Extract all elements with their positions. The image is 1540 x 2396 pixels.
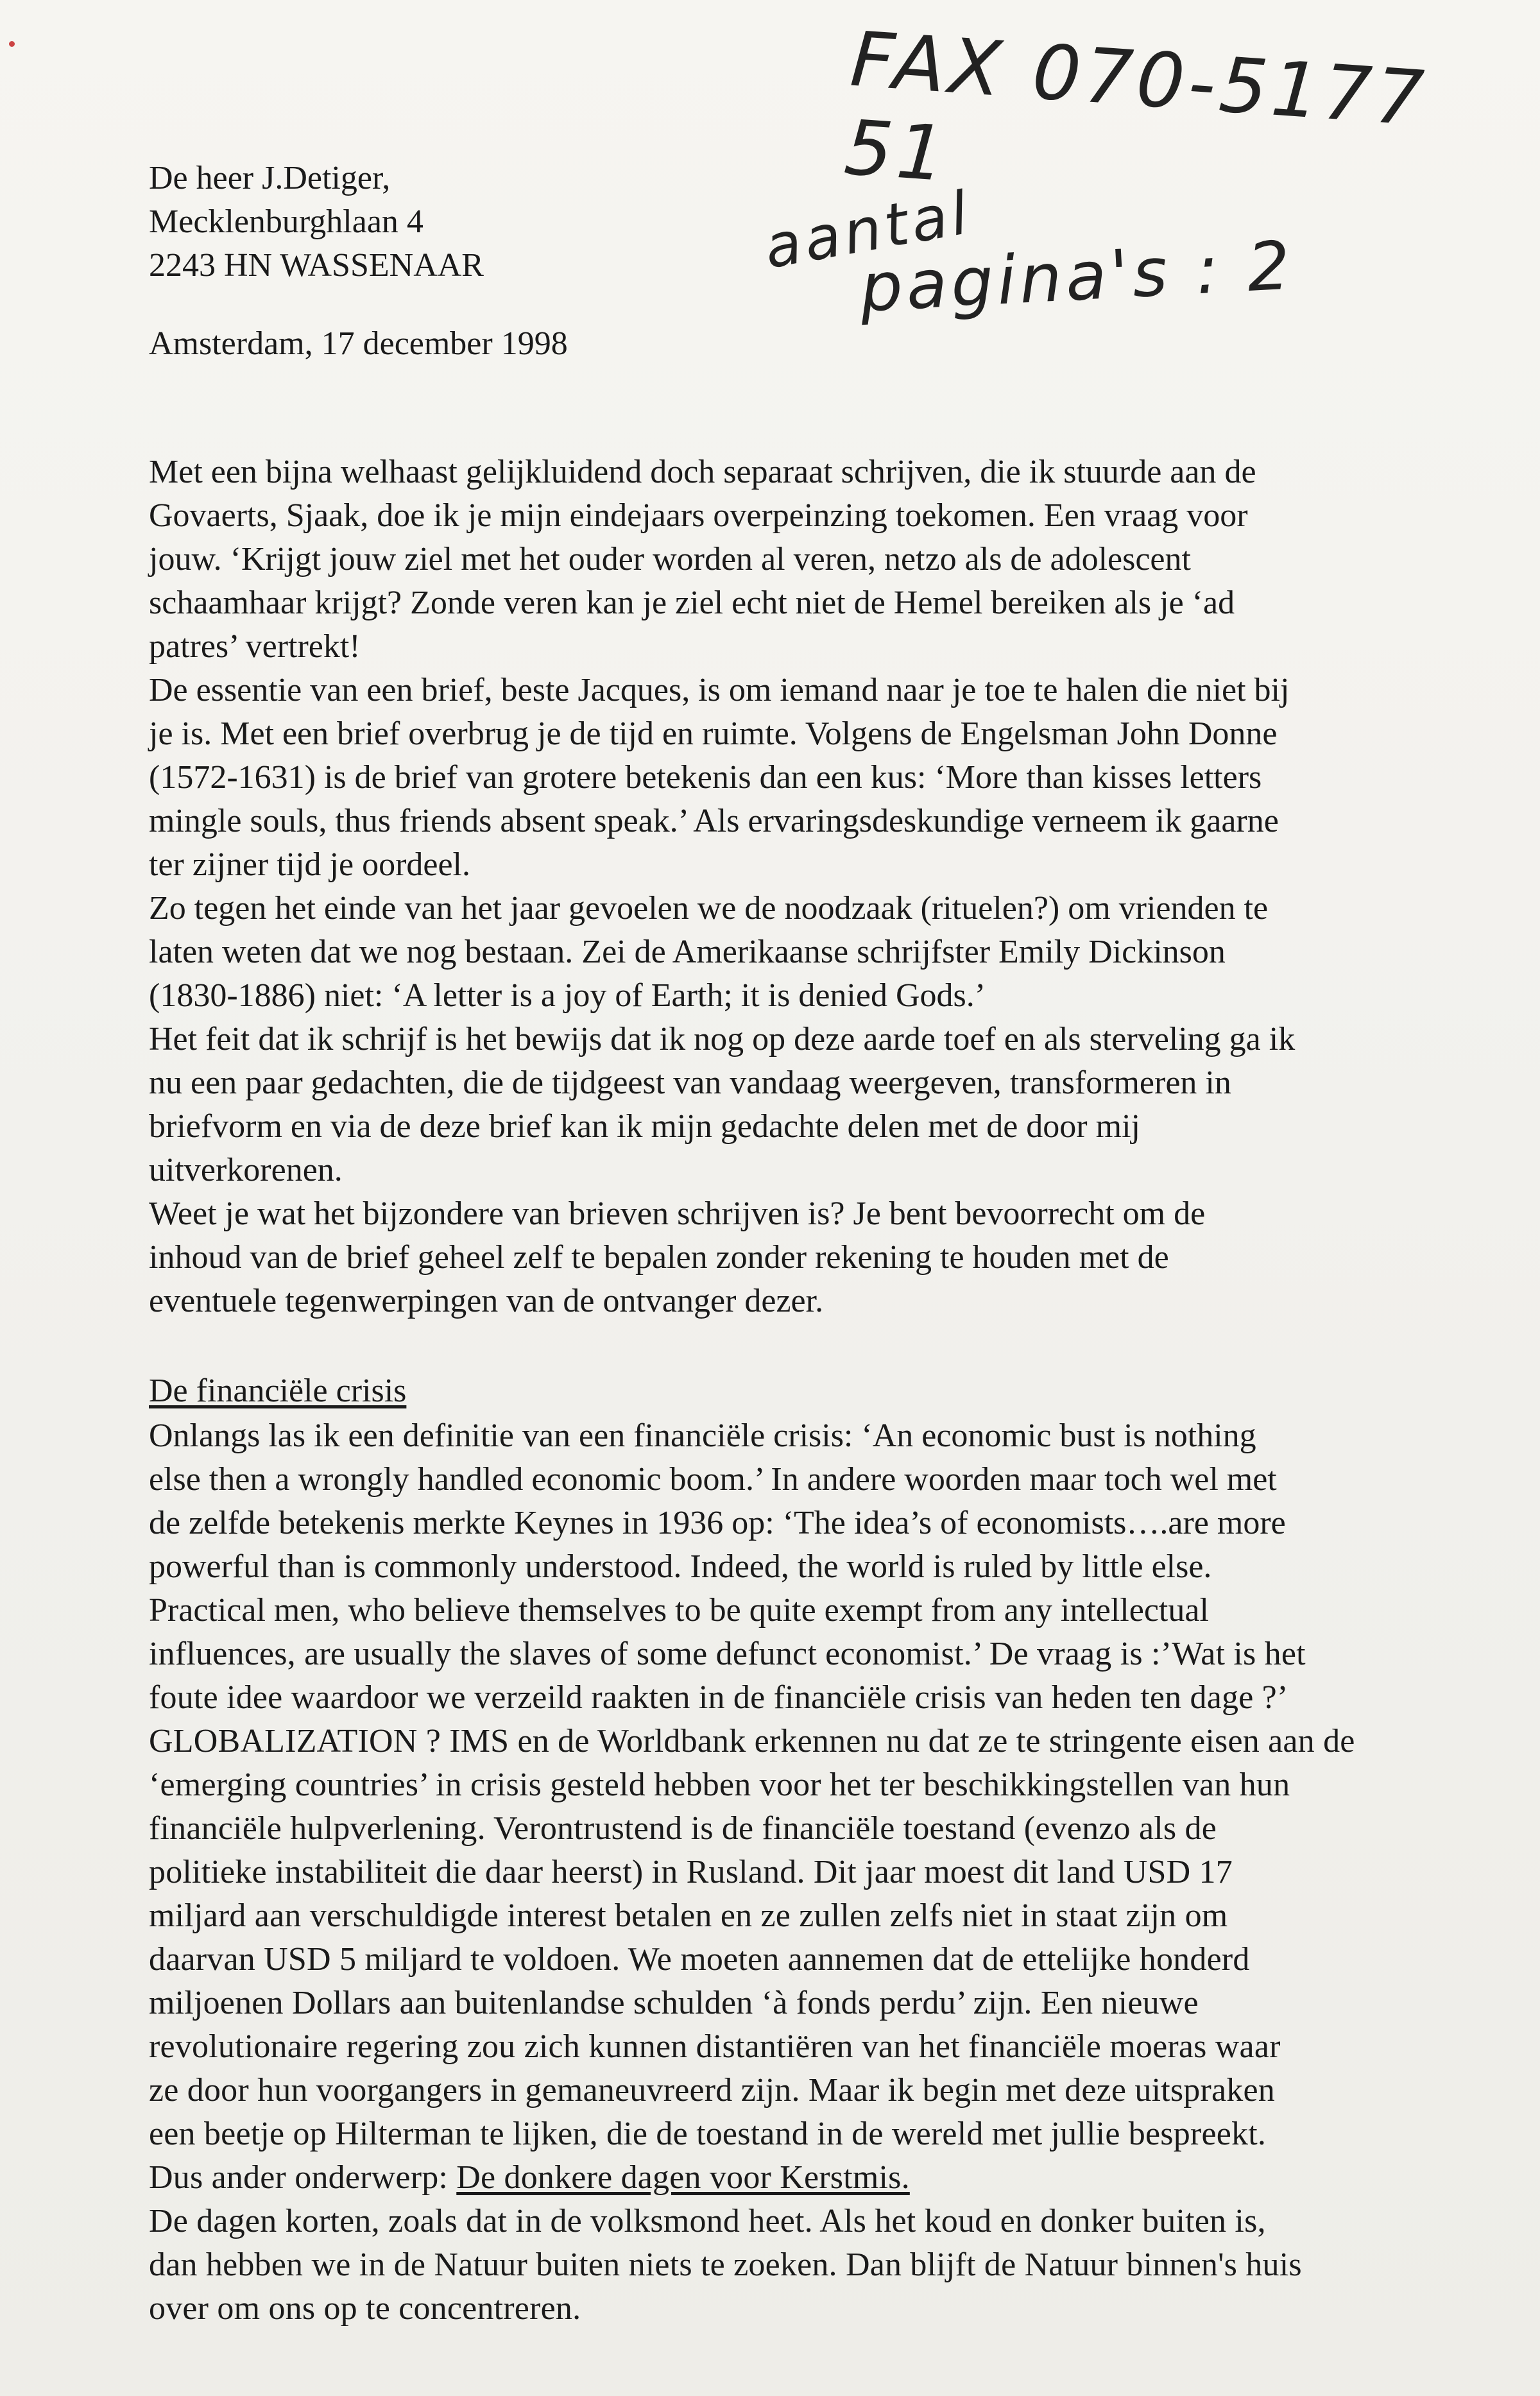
body-line: over om ons op te concentreren. bbox=[149, 2290, 581, 2327]
address-line: 2243 HN WASSENAAR bbox=[149, 247, 484, 284]
body-line: patres’ vertrekt! bbox=[149, 628, 361, 665]
body-line: daarvan USD 5 miljard te voldoen. We moeten aannemen dat de ettelijke honderd bbox=[149, 1941, 1250, 1978]
body-line: De dagen korten, zoals dat in de volksmond heet. Als het koud en donker buiten is, bbox=[149, 2203, 1266, 2239]
body-line: ter zijner tijd je oordeel. bbox=[149, 846, 471, 883]
body-line: jouw. ‘Krijgt jouw ziel met het ouder worden al veren, netzo als de adolescent bbox=[149, 541, 1191, 578]
body-line: miljard aan verschuldigde interest betalen en ze zullen zelfs niet in staat zijn om bbox=[149, 1897, 1228, 1934]
body-line: else then a wrongly handled economic boom.’ In andere woorden maar toch wel met bbox=[149, 1461, 1277, 1498]
body-line: Practical men, who believe themselves to be quite exempt from any intellectual bbox=[149, 1592, 1209, 1629]
body-line: schaamhaar krijgt? Zonde veren kan je ziel echt niet de Hemel bereiken als je ‘ad bbox=[149, 585, 1235, 621]
letter-body-intro bbox=[149, 450, 1464, 1323]
heading-text: De financiële crisis bbox=[149, 1373, 407, 1409]
handwritten-page-count-label: aantal bbox=[759, 178, 977, 282]
body-line: Weet je wat het bijzondere van brieven schrijven is? Je bent bevoorrecht om de bbox=[149, 1195, 1206, 1232]
body-line: (1572-1631) is de brief van grotere betekenis dan een kus: ‘More than kisses letters bbox=[149, 759, 1262, 796]
address-line: Mecklenburghlaan 4 bbox=[149, 203, 424, 240]
body-line: Zo tegen het einde van het jaar gevoelen we de noodzaak (rituelen?) om vrienden te bbox=[149, 890, 1269, 927]
body-line-text: Dus ander onderwerp: bbox=[149, 2159, 457, 2196]
address-line: De heer J.Detiger, bbox=[149, 160, 391, 196]
body-line: briefvorm en via de deze brief kan ik mijn gedachte delen met de door mij bbox=[149, 1108, 1140, 1145]
body-line: politieke instabiliteit die daar heerst) in Rusland. Dit jaar moest dit land USD 17 bbox=[149, 1854, 1233, 1890]
section-heading bbox=[149, 1369, 1464, 1413]
body-line: financiële hulpverlening. Verontrustend is de financiële toestand (evenzo als de bbox=[149, 1810, 1217, 1847]
date-text: Amsterdam, 17 december 1998 bbox=[149, 325, 568, 362]
body-line: Govaerts, Sjaak, doe ik je mijn eindejaars overpeinzing toekomen. Een vraag voor bbox=[149, 497, 1248, 534]
body-line: GLOBALIZATION ? IMS en de Worldbank erkennen nu dat ze te stringente eisen aan de bbox=[149, 1723, 1355, 1759]
body-line: miljoenen Dollars aan buitenlandse schulden ‘à fonds perdu’ zijn. Een nieuwe bbox=[149, 1985, 1199, 2021]
body-line: de zelfde betekenis merkte Keynes in 1936 op: ‘The idea’s of economists….are more bbox=[149, 1505, 1286, 1541]
body-line: een beetje op Hilterman te lijken, die de toestand in de wereld met jullie bespreekt. bbox=[149, 2116, 1267, 2152]
body-line: (1830-1886) niet: ‘A letter is a joy of Earth; it is denied Gods.’ bbox=[149, 977, 986, 1014]
body-line: laten weten dat we nog bestaan. Zei de Amerikaanse schrijfster Emily Dickinson bbox=[149, 934, 1226, 970]
place-and-date bbox=[149, 322, 1464, 366]
body-line: ze door hun voorgangers in gemaneuvreerd zijn. Maar ik begin met deze uitspraken bbox=[149, 2072, 1275, 2109]
body-line bbox=[149, 2156, 1464, 2200]
handwritten-page-count: pagina's : 2 bbox=[858, 226, 1296, 327]
body-line: uitverkorenen. bbox=[149, 1152, 343, 1188]
body-line: ‘emerging countries’ in crisis gesteld hebben voor het ter beschikkingstellen van hun bbox=[149, 1767, 1290, 1803]
body-line: Het feit dat ik schrijf is het bewijs dat ik nog op deze aarde toef en als sterveling ga ik bbox=[149, 1021, 1296, 1057]
handwritten-fax-number: FAX 070-5177 51 bbox=[841, 14, 1430, 199]
letter-body-crisis bbox=[149, 1414, 1464, 2331]
ink-mark bbox=[9, 41, 15, 47]
body-line: mingle souls, thus friends absent speak.’ Als ervaringsdeskundige verneem ik gaarne bbox=[149, 803, 1279, 839]
body-line: Onlangs las ik een definitie van een financiële crisis: ‘An economic bust is nothing bbox=[149, 1417, 1256, 1454]
body-line: powerful than is commonly understood. Indeed, the world is ruled by little else. bbox=[149, 1548, 1212, 1585]
body-line: Met een bijna welhaast gelijkluidend doch separaat schrijven, die ik stuurde aan de bbox=[149, 454, 1256, 490]
recipient-address bbox=[149, 157, 1464, 287]
body-line: nu een paar gedachten, die de tijdgeest van vandaag weergeven, transformeren in bbox=[149, 1065, 1231, 1101]
body-line: influences, are usually the slaves of some defunct economist.’ De vraag is :’Wat is het bbox=[149, 1636, 1306, 1672]
body-line: eventuele tegenwerpingen van de ontvanger dezer. bbox=[149, 1283, 824, 1319]
body-line: revolutionaire regering zou zich kunnen distantiëren van het financiële moeras waar bbox=[149, 2028, 1281, 2065]
body-line: foute idee waardoor we verzeild raakten in de financiële crisis van heden ten dage ?’ bbox=[149, 1679, 1288, 1716]
body-line: De essentie van een brief, beste Jacques, is om iemand naar je toe te halen die niet bij bbox=[149, 672, 1290, 708]
inline-subheading: De donkere dagen voor Kerstmis. bbox=[456, 2159, 910, 2196]
body-line: inhoud van de brief geheel zelf te bepalen zonder rekening te houden met de bbox=[149, 1239, 1169, 1276]
body-line: dan hebben we in de Natuur buiten niets te zoeken. Dan blijft de Natuur binnen's huis bbox=[149, 2246, 1302, 2283]
body-line: je is. Met een brief overbrug je de tijd en ruimte. Volgens de Engelsman John Donne bbox=[149, 715, 1278, 752]
